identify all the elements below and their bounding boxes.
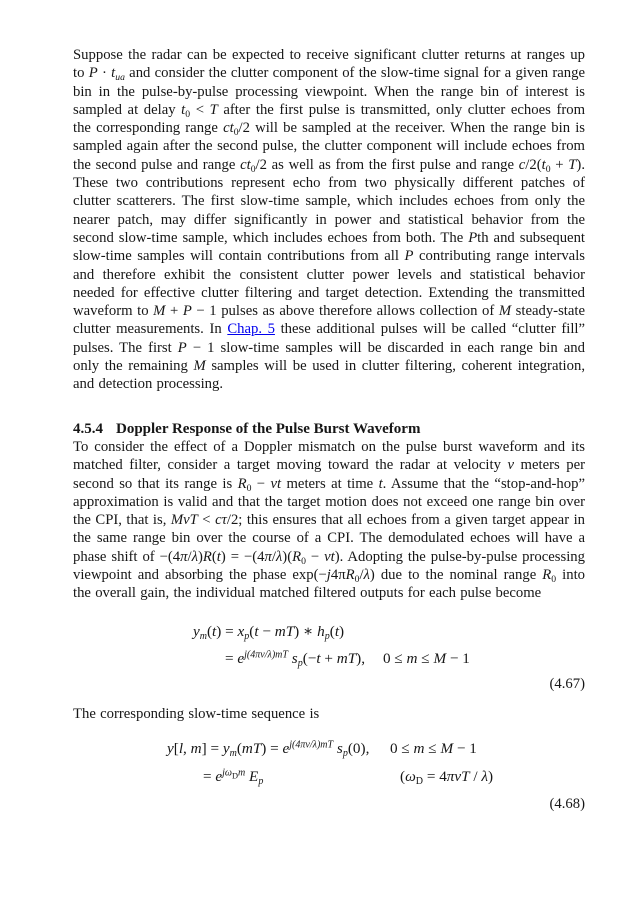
text-run: mT — [336, 649, 357, 667]
text-run: p — [342, 747, 348, 759]
text-run: p — [297, 657, 303, 669]
text-run: meters per second so that its range is — [73, 457, 585, 492]
text-run: s — [336, 739, 343, 757]
text-run: y — [167, 739, 174, 757]
text-run: P — [404, 248, 414, 265]
paragraph-doppler-response — [73, 438, 585, 603]
text-run: · — [97, 65, 112, 82]
text-run: vT — [454, 767, 470, 785]
text-run: 0 — [551, 573, 557, 585]
text-run: To consider the effect of a Doppler mismatch on the pulse burst waveform and its matched filter, consider a target moving toward the radar at velocity — [73, 438, 585, 474]
text-run: jω — [222, 767, 232, 779]
text-run: ct — [240, 156, 251, 173]
equation-number-4-68: (4.68) — [549, 795, 585, 812]
text-run: P — [182, 303, 192, 320]
text-run: R — [345, 567, 355, 584]
text-run: ] = — [201, 739, 223, 757]
text-run: v — [507, 457, 514, 474]
text-run: + — [165, 303, 183, 320]
text-run: t — [212, 622, 217, 640]
text-run: these additional pulses will be called “clutter fill” pulses. The first — [73, 321, 586, 356]
text-run: < — [190, 101, 210, 118]
text-run: = — [225, 649, 238, 667]
text-run: λ — [481, 767, 488, 785]
text-run: vt — [270, 475, 282, 492]
text-run: ) ∗ — [294, 622, 318, 640]
text-run: ( — [206, 622, 213, 640]
section-number: 4.5.4 — [73, 420, 103, 437]
text-run: D — [415, 775, 424, 787]
equation-4-68-line-1-expression — [167, 740, 369, 758]
text-run: λ — [191, 548, 198, 565]
text-run: ) = −(4 — [220, 548, 265, 565]
text-run: ). Adopting the pulse-by-pulse processing viewpoint and absorbing the phase exp(− — [73, 548, 585, 584]
paragraph-clutter-fill — [73, 46, 585, 394]
text-run: π — [264, 548, 272, 565]
text-run: π — [180, 548, 188, 565]
text-run: R — [292, 548, 302, 565]
text-run: − — [251, 475, 271, 492]
text-run: (0), — [347, 739, 370, 757]
text-run: m — [229, 747, 237, 759]
text-run: − 1 pulses as above therefore allows collection of — [191, 303, 499, 320]
text-run: π — [446, 767, 455, 785]
text-run: t — [378, 475, 383, 492]
text-run: = — [203, 767, 216, 785]
text-run: ), — [356, 649, 366, 667]
text-run: < — [197, 512, 216, 529]
equation-4-67-line-1 — [73, 619, 585, 647]
text-run: ≤ — [417, 649, 434, 667]
text-run: t — [111, 65, 116, 82]
text-run: R — [202, 548, 212, 565]
connector-text: The corresponding slow-time sequence is — [73, 705, 320, 722]
text-run: / — [359, 567, 364, 584]
text-run: y — [193, 622, 200, 640]
text-run: t — [181, 101, 186, 118]
text-run: E — [249, 767, 259, 785]
section-title: Doppler Response of the Pulse Burst Waveform — [116, 420, 421, 437]
text-run: c — [518, 156, 526, 173]
text-run: m — [238, 767, 246, 779]
text-run: cτ — [215, 512, 227, 529]
text-run: 0 ≤ — [390, 739, 414, 757]
text-run: )( — [282, 548, 293, 565]
text-run: e — [237, 649, 245, 667]
text-run: 0 — [185, 108, 191, 120]
text-run: 0 — [233, 127, 239, 139]
text-run: ( — [211, 548, 217, 565]
text-run: 0 — [246, 482, 252, 494]
text-run: M — [433, 649, 447, 667]
text-run: Suppose the radar can be expected to receive significant clutter returns at ranges up to — [73, 47, 585, 82]
text-run: /2 will be sampled at the receiver. When the range bin is sampled again after the second pulse, the clutter component will include echoes from the second pulse and range — [73, 120, 585, 173]
text-run: 0 — [545, 163, 551, 175]
text-run: D — [231, 771, 239, 781]
text-run: / — [271, 548, 276, 565]
text-run: steady-state clutter measurements. In — [73, 303, 585, 338]
text-run: . Assume that the “stop-and-hop” approximation is valid and that the target motion does not exceed one range bin over the CPI, that is, — [73, 475, 585, 529]
text-run: − 1 slow-time samples will be discarded in each range bin and only the remaining — [73, 339, 585, 375]
text-run: /2; this ensures that all echoes from a given target appear in the same range bin over the course of a CPI. The demodulated echoes will have a phase shift of −(4 — [73, 512, 585, 565]
text-run: 0 — [301, 555, 306, 567]
text-run: and consider the clutter component of the slow-time signal for a given range bin in the pulse-by-pulse processing viewpoint. When the range bin of interest is sampled at delay — [73, 65, 585, 118]
text-run: ). These two contributions represent echo from two physically different patches of clutter scatterers. The first slow-time sample, which includes echoes from only the nearer patch, may differ significantly in power and statistical behavior from the second slow-time sample, which includes echoes from both. The — [73, 156, 585, 246]
text-run: t — [216, 548, 221, 565]
text-run: P — [468, 229, 478, 246]
text-run: 0 ≤ — [383, 649, 407, 667]
text-run: T — [568, 156, 577, 173]
text-run: m — [413, 739, 425, 757]
text-run: p — [244, 630, 250, 642]
chap-5-link[interactable]: Chap. 5 — [227, 321, 275, 338]
text-run: (− — [302, 649, 317, 667]
equation-4-67-line-2-expression — [225, 650, 365, 668]
text-run: x — [237, 622, 245, 640]
text-run: th and subsequent slow-time samples will contain contributions from all — [73, 229, 585, 265]
text-run: samples will be used in clutter filtering, coherent integration, and detection processing. — [73, 358, 585, 393]
text-run: P — [177, 339, 187, 356]
text-run: vt — [324, 548, 335, 565]
equation-4-68-line-2-annotation — [400, 768, 493, 786]
equation-4-67-condition — [383, 650, 470, 668]
text-run: ( — [400, 767, 406, 785]
text-run: m — [199, 630, 207, 642]
text-run: M — [440, 739, 454, 757]
text-run: j(4πv/λ)mT — [289, 739, 334, 751]
text-run: − — [258, 622, 275, 640]
text-run: mT — [241, 739, 262, 757]
text-run: m — [406, 649, 418, 667]
text-run: ω — [405, 767, 416, 785]
section-heading-4-5-4 — [73, 420, 585, 438]
text-run: ) due to the nominal range — [369, 567, 543, 584]
text-run: + — [550, 156, 569, 173]
equation-4-68 — [73, 737, 585, 813]
text-run: ua — [115, 72, 125, 84]
text-run: j — [326, 567, 331, 584]
equation-4-67-line-1-expression — [193, 622, 344, 641]
text-run: ( — [329, 622, 335, 640]
text-run: t — [541, 156, 546, 173]
text-run: after the first pulse is transmitted, only clutter echoes from the corresponding range — [73, 101, 585, 137]
text-run: M — [498, 303, 512, 320]
text-run: 0 — [250, 163, 256, 175]
text-run: MvT — [170, 512, 198, 529]
text-run: m — [190, 739, 202, 757]
text-run: s — [291, 649, 298, 667]
text-run: l — [178, 739, 184, 757]
equation-4-67-line-2 — [73, 647, 585, 675]
text-run: meters at time — [281, 475, 379, 492]
text-run: ) = — [261, 739, 283, 757]
text-run: contributing range intervals and therefore exhibit the consistent clutter power levels and statistical behavior needed for effective clutter filtering and target detection. Extending the transmitted waveform to — [73, 248, 585, 320]
text-run: − — [305, 548, 325, 565]
text-run: ct — [223, 120, 234, 137]
text-run: = 4 — [423, 767, 447, 785]
text-run: R — [237, 475, 247, 492]
text-run: / — [469, 767, 482, 785]
text-run: R — [542, 567, 552, 584]
text-run: [ — [173, 739, 179, 757]
text-run: j(4πv/λ)mT — [244, 649, 288, 661]
text-run: T — [209, 101, 218, 118]
text-run: t — [316, 649, 321, 667]
text-run: ) = — [216, 622, 238, 640]
text-run: e — [282, 739, 290, 757]
text-run: e — [215, 767, 223, 785]
text-run: h — [317, 622, 325, 640]
text-run: / — [187, 548, 192, 565]
equation-4-67 — [73, 619, 585, 693]
text-run: P — [88, 65, 98, 82]
text-run: /2 as well as from the first pulse and range — [255, 156, 519, 173]
text-run: t — [334, 622, 340, 640]
text-run: p — [258, 775, 264, 787]
text-run: ≤ — [424, 739, 441, 757]
equation-4-68-line-2 — [73, 765, 585, 793]
text-run: , — [183, 739, 191, 757]
text-run: − 1 — [446, 649, 470, 667]
text-run: 0 — [354, 573, 360, 585]
equation-4-68-line-2-expression — [203, 768, 263, 786]
text-run: p — [324, 630, 330, 642]
text-run: λ — [275, 548, 283, 565]
text-run: λ — [363, 567, 370, 584]
text-run: ) — [488, 767, 494, 785]
text-run: into the overall gain, the individual matched filtered outputs for each pulse become — [73, 567, 585, 602]
text-run: M — [153, 303, 166, 320]
text-run: /2( — [525, 156, 542, 173]
text-run: ) — [339, 622, 345, 640]
equation-4-68-line-1-condition — [390, 740, 477, 758]
text-run: + — [320, 649, 337, 667]
text-run: t — [254, 622, 259, 640]
equation-4-68-line-1 — [73, 737, 585, 765]
text-run: y — [222, 739, 230, 757]
text-run: ( — [236, 739, 242, 757]
text-run: 4π — [330, 567, 346, 584]
text-run: ( — [249, 622, 255, 640]
text-run: − 1 — [453, 739, 477, 757]
text-run: mT — [274, 622, 295, 640]
text-run: ) — [197, 548, 203, 565]
equation-number-4-67: (4.67) — [549, 675, 585, 692]
text-run: M — [193, 358, 206, 375]
